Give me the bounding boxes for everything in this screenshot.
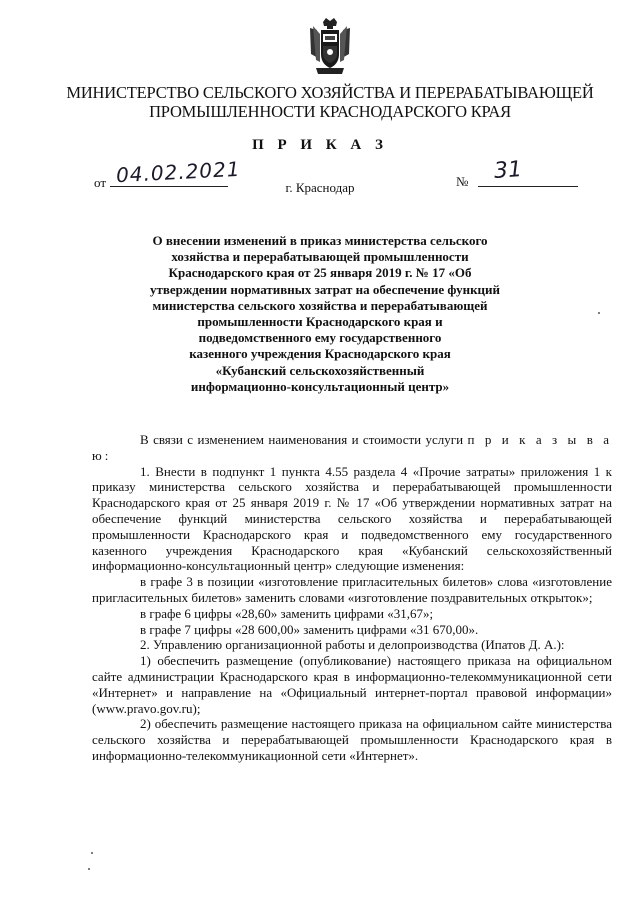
ministry-name-line2: ПРОМЫШЛЕННОСТИ КРАСНОДАРСКОГО КРАЯ xyxy=(149,102,511,121)
handwritten-number: 31 xyxy=(493,157,523,184)
subject-line: Краснодарского края от 25 января 2019 г. № 17 «Об xyxy=(168,265,472,281)
subject-line: подведомственного ему государственного xyxy=(198,330,442,346)
subject-line: казенного учреждения Краснодарского края xyxy=(189,346,451,362)
paragraph-1c: в графе 7 цифры «28 600,00» заменить цифрами «31 670,00». xyxy=(140,621,479,637)
subject-line: информационно-консультационный центр» xyxy=(190,378,450,394)
subject-line: хозяйства и перерабатывающей промышленности xyxy=(171,249,469,265)
paragraph-2b: 2) обеспечить размещение настоящего приказа на официальном сайте министерства сельского хозяйства и перерабатывающей промышленности Краснодарского края в информационно-телекоммуникационной сети «Интернет». xyxy=(92,716,612,763)
handwritten-date: 04.02.2021 xyxy=(115,156,242,188)
number-prefix: № xyxy=(456,174,469,189)
order-body xyxy=(92,432,612,764)
subject-line: О внесении изменений в приказ министерства сельского xyxy=(152,233,488,248)
date-prefix: от xyxy=(94,175,107,190)
paragraph-2a: 1) обеспечить размещение (опубликование) настоящего приказа на официальном сайте администрации Краснодарского края в информационно-телекоммуникационной сети «Интернет» и направление на «Официальный интернет-портал правовой информации» (www.pravo.gov.ru); xyxy=(92,653,612,716)
paragraph-2: 2. Управлению организационной работы и делопроизводства (Ипатов Д. А.): xyxy=(140,637,565,653)
subject-line: министерства сельского хозяйства и перерабатывающей xyxy=(152,297,488,313)
scan-speck xyxy=(88,868,90,870)
document-type-title: П Р И К А З xyxy=(252,137,388,153)
intro-spaced-word: п р и к а з ы в а ю: xyxy=(92,432,613,463)
subject-line: «Кубанский сельскохозяйственный xyxy=(215,362,425,378)
ministry-name-line1: МИНИСТЕРСТВО СЕЛЬСКОГО ХОЗЯЙСТВА И ПЕРЕРАБАТЫВАЮЩЕЙ xyxy=(66,83,594,102)
paragraph-1b: в графе 6 цифры «28,60» заменить цифрами «31,67»; xyxy=(140,605,434,621)
city-name: г. Краснодар xyxy=(285,180,355,195)
order-subject-title xyxy=(150,233,501,395)
paragraph-1a: в графе 3 в позиции «изготовление пригласительных билетов» слова «изготовление пригласительных билетов» заменить словами «изготовление поздравительных открыток»; xyxy=(92,574,612,605)
paragraph-1: 1. Внести в подпункт 1 пункта 4.55 раздела 4 «Прочие затраты» приложения 1 к приказу министерства сельского хозяйства и перерабатывающей промышленности Краснодарского края от 25 января 2019 г. № 17 «Об утверждении нормативных затрат на обеспечение функций министерства сельского хозяйства и перерабатывающей промышленности Краснодарского края и подведомственного ему государственного казенного учреждения Краснодарского края «Кубанский сельскохозяйственный информационно-консультационный центр» следующие изменения: xyxy=(92,463,612,574)
subject-line: утверждении нормативных затрат на обеспечение функций xyxy=(150,281,501,297)
intro-paragraph xyxy=(92,432,612,464)
scan-speck xyxy=(91,852,93,854)
coat-of-arms-icon xyxy=(308,18,352,76)
subject-line: промышленности Краснодарского края и xyxy=(197,314,443,330)
intro-text: В связи с изменением наименования и стоимости услуги xyxy=(140,432,468,447)
scan-speck xyxy=(598,312,600,314)
